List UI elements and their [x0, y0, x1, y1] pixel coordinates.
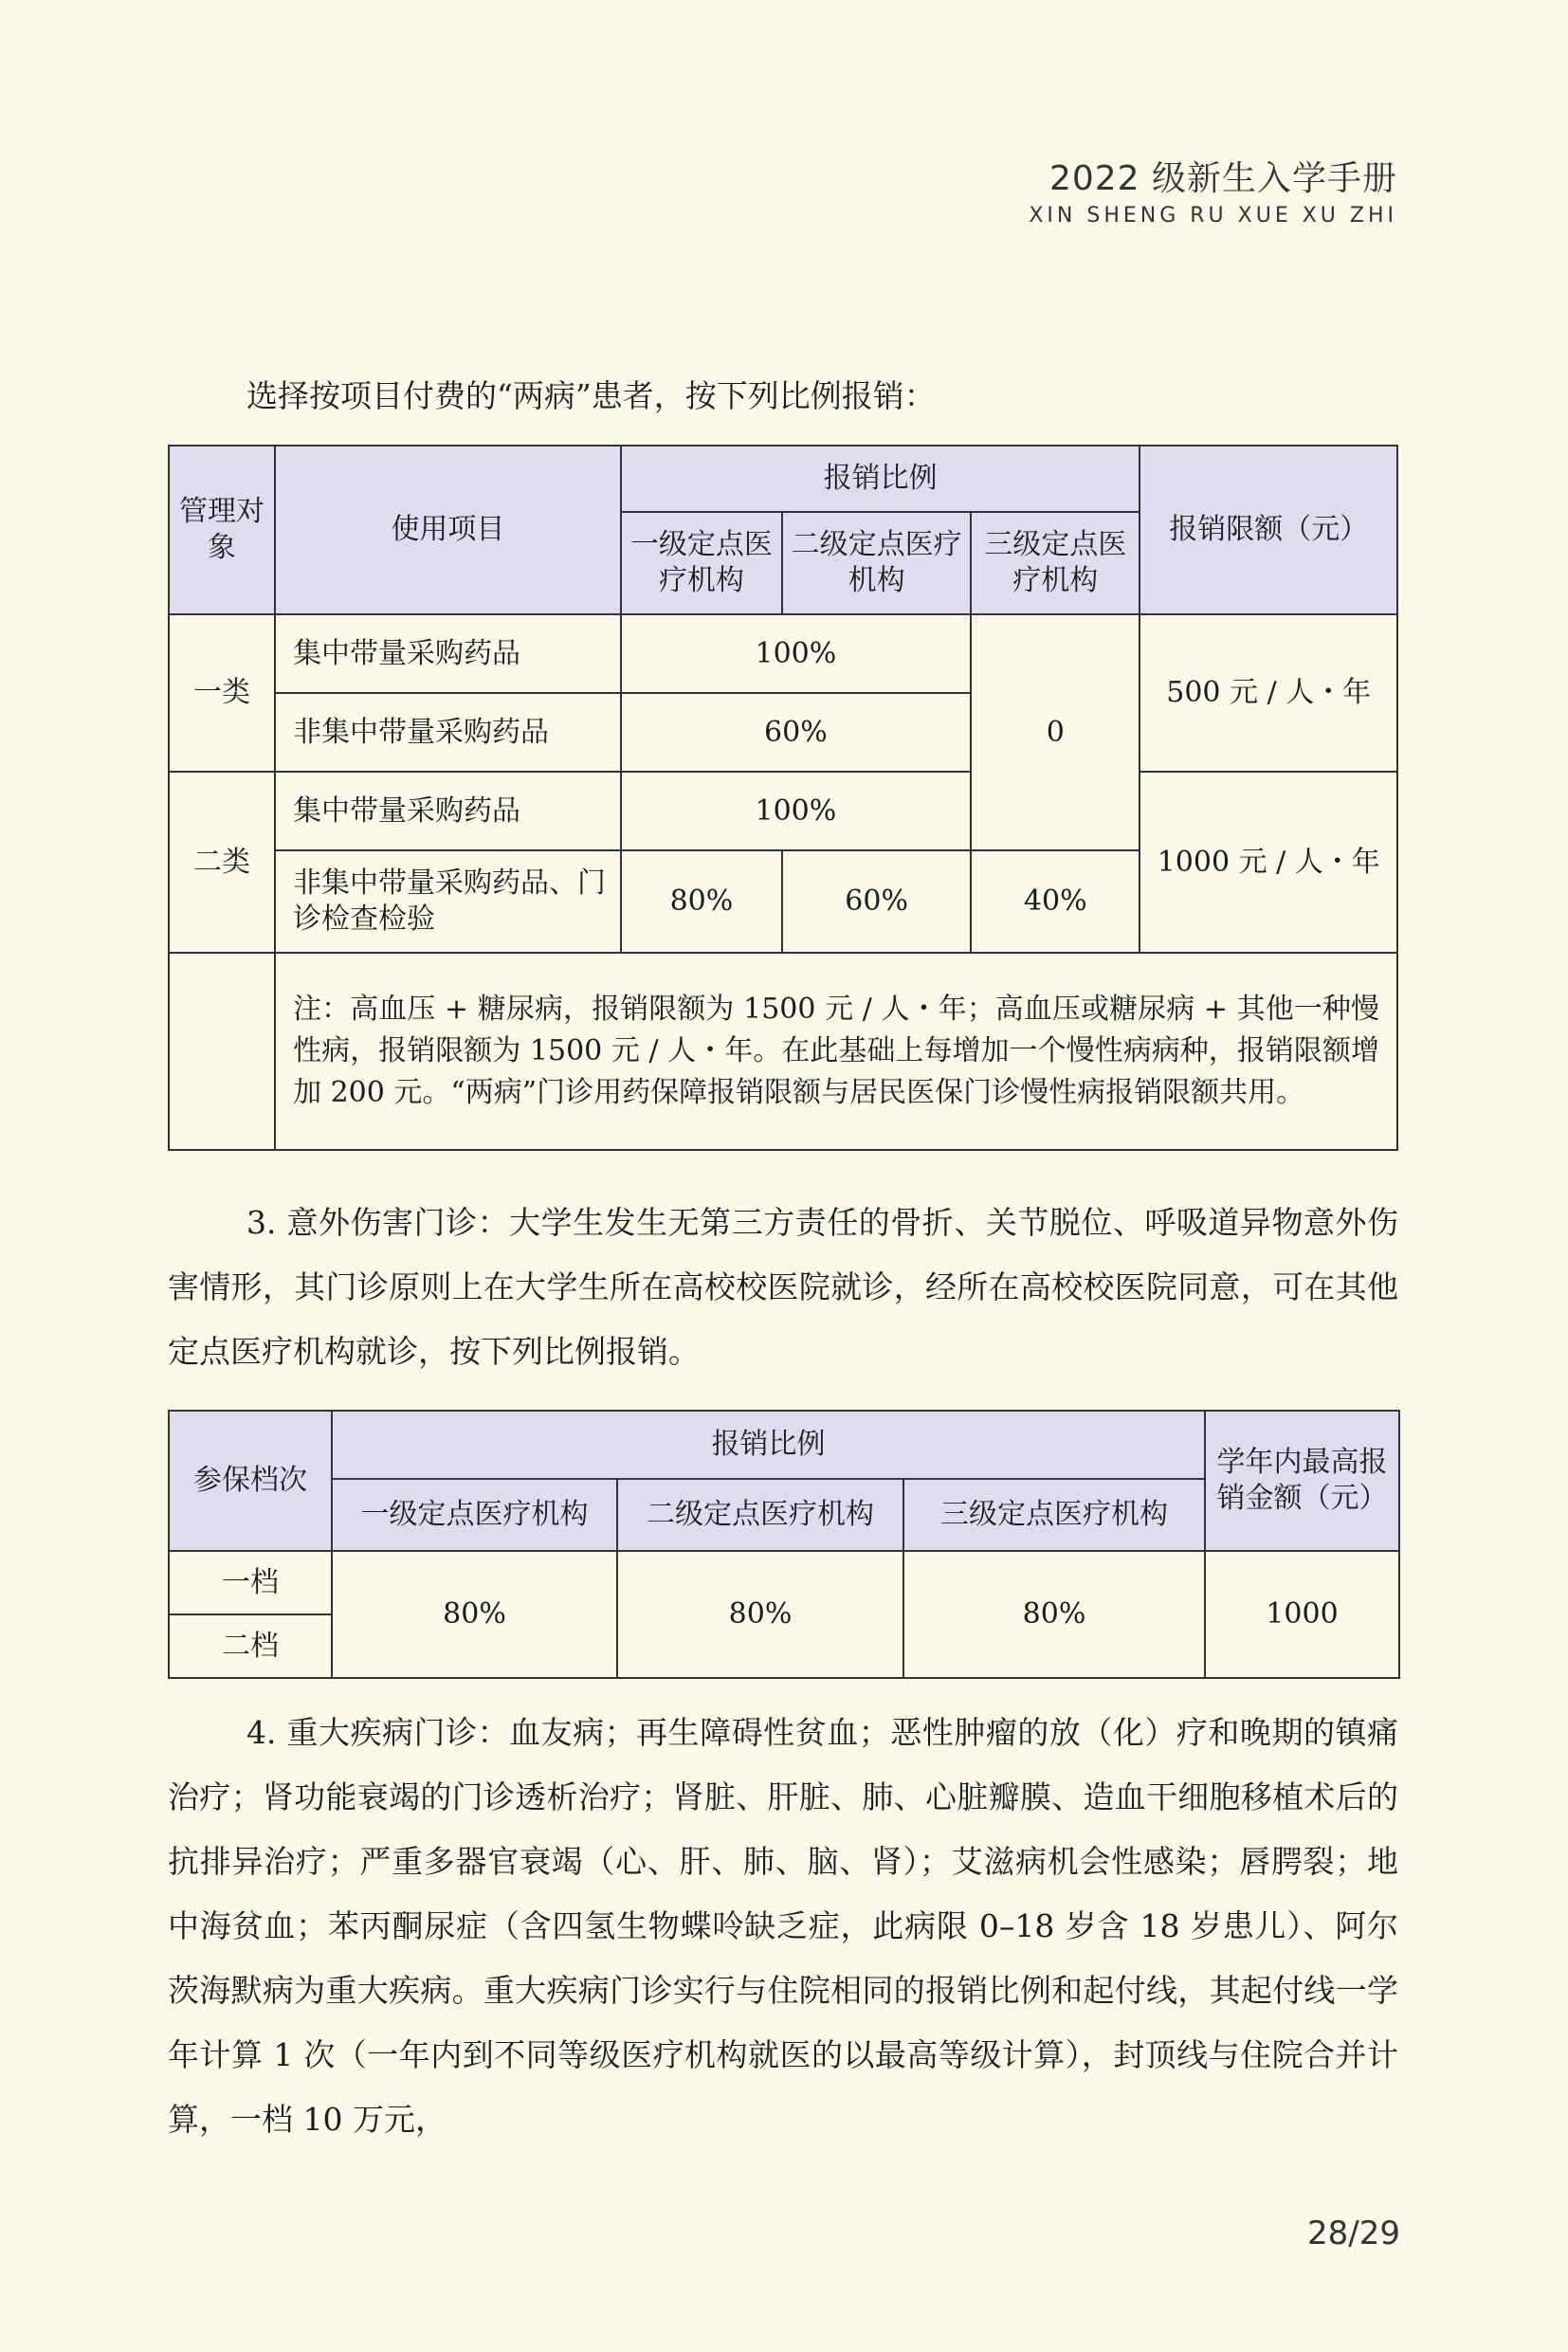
c2-item2-l1: 80% — [621, 850, 782, 953]
paragraph-major-disease — [168, 1701, 1398, 2152]
t2-ratio-l3: 80% — [903, 1551, 1205, 1678]
c2-item2-l3: 40% — [971, 850, 1140, 953]
page-number: 28/29 — [1307, 2215, 1400, 2252]
c2-item2-l2: 60% — [782, 850, 971, 953]
level3-zero: 0 — [971, 614, 1140, 850]
paragraph-accident-text: 3. 意外伤害门诊：大学生发生无第三方责任的骨折、关节脱位、呼吸道异物意外伤害情形，其门诊原则上在大学生所在高校校医院就诊，经所在高校校医院同意，可在其他定点医疗机构就诊，按下列比例报销。 — [168, 1204, 1398, 1370]
t2-header-l1: 一级定点医疗机构 — [332, 1479, 617, 1551]
handbook-title: 2022 级新生入学手册 — [1048, 159, 1397, 198]
c1-item1-ratio: 100% — [621, 614, 971, 693]
c1-item1: 集中带量采购药品 — [275, 614, 621, 693]
header-level2: 二级定点医疗机构 — [782, 512, 971, 614]
paragraph-accident — [168, 1191, 1398, 1384]
t2-ratio-l2: 80% — [617, 1551, 903, 1678]
c1-item2-ratio: 60% — [621, 693, 971, 772]
header-ratio: 报销比例 — [621, 446, 1140, 512]
header-level1: 一级定点医疗机构 — [621, 512, 782, 614]
header-item: 使用项目 — [275, 446, 621, 614]
c2-item2: 非集中带量采购药品、门诊检查检验 — [275, 850, 621, 953]
t2-header-level: 参保档次 — [169, 1411, 332, 1551]
t2-max-amount: 1000 — [1205, 1551, 1399, 1678]
note-text: 注：高血压 + 糖尿病，报销限额为 1500 元 / 人・年；高血压或糖尿病 + 其他一种慢性病，报销限额为 1500 元 / 人・年。在此基础上每增加一个慢性病病种，报销限额增加 200 元。“两病”门诊用药保障报销限额与居民医保门诊慢性病报销限额共用。 — [275, 953, 1397, 1150]
header-target: 管理对象 — [169, 446, 275, 614]
note-empty-cell — [169, 953, 275, 1150]
t2-header-max: 学年内最高报销金额（元） — [1205, 1411, 1399, 1551]
c2-limit: 1000 元 / 人・年 — [1140, 772, 1397, 953]
paragraph-major-disease-text: 4. 重大疾病门诊：血友病；再生障碍性贫血；恶性肿瘤的放（化）疗和晚期的镇痛治疗；肾功能衰竭的门诊透析治疗；肾脏、肝脏、肺、心脏瓣膜、造血干细胞移植术后的抗排异治疗；严重多器官衰竭（心、肝、肺、脑、肾）；艾滋病机会性感染；唇腭裂；地中海贫血；苯丙酮尿症（含四氢生物蝶呤缺乏症，此病限 0–18 岁含 18 岁患儿）、阿尔茨海默病为重大疾病。重大疾病门诊实行与住院相同的报销比例和起付线，其起付线一学年计算 1 次（一年内到不同等级医疗机构就医的以最高等级计算），封顶线与住院合并计算，一档 10 万元， — [168, 1714, 1398, 2138]
header-level3: 三级定点医疗机构 — [971, 512, 1140, 614]
t2-ratio-l1: 80% — [332, 1551, 617, 1678]
c2-item1-ratio: 100% — [621, 772, 971, 850]
header-limit: 报销限额（元） — [1140, 446, 1397, 614]
t2-header-l3: 三级定点医疗机构 — [903, 1479, 1205, 1551]
handbook-subtitle: XIN SHENG RU XUE XU ZHI — [1029, 204, 1397, 228]
class-one: 一类 — [169, 614, 275, 772]
intro-text: 选择按项目付费的“两病”患者，按下列比例报销： — [246, 377, 936, 414]
tier-one: 一档 — [169, 1551, 332, 1614]
accident-reimbursement-table — [168, 1410, 1400, 1679]
c2-item1: 集中带量采购药品 — [275, 772, 621, 850]
class-two: 二类 — [169, 772, 275, 953]
tier-two: 二档 — [169, 1614, 332, 1678]
t2-header-ratio: 报销比例 — [332, 1411, 1205, 1479]
page-header — [1029, 152, 1397, 228]
two-diseases-reimbursement-table — [168, 445, 1398, 1151]
c1-item2: 非集中带量采购药品 — [275, 693, 621, 772]
c1-limit: 500 元 / 人・年 — [1140, 614, 1397, 772]
t2-header-l2: 二级定点医疗机构 — [617, 1479, 903, 1551]
